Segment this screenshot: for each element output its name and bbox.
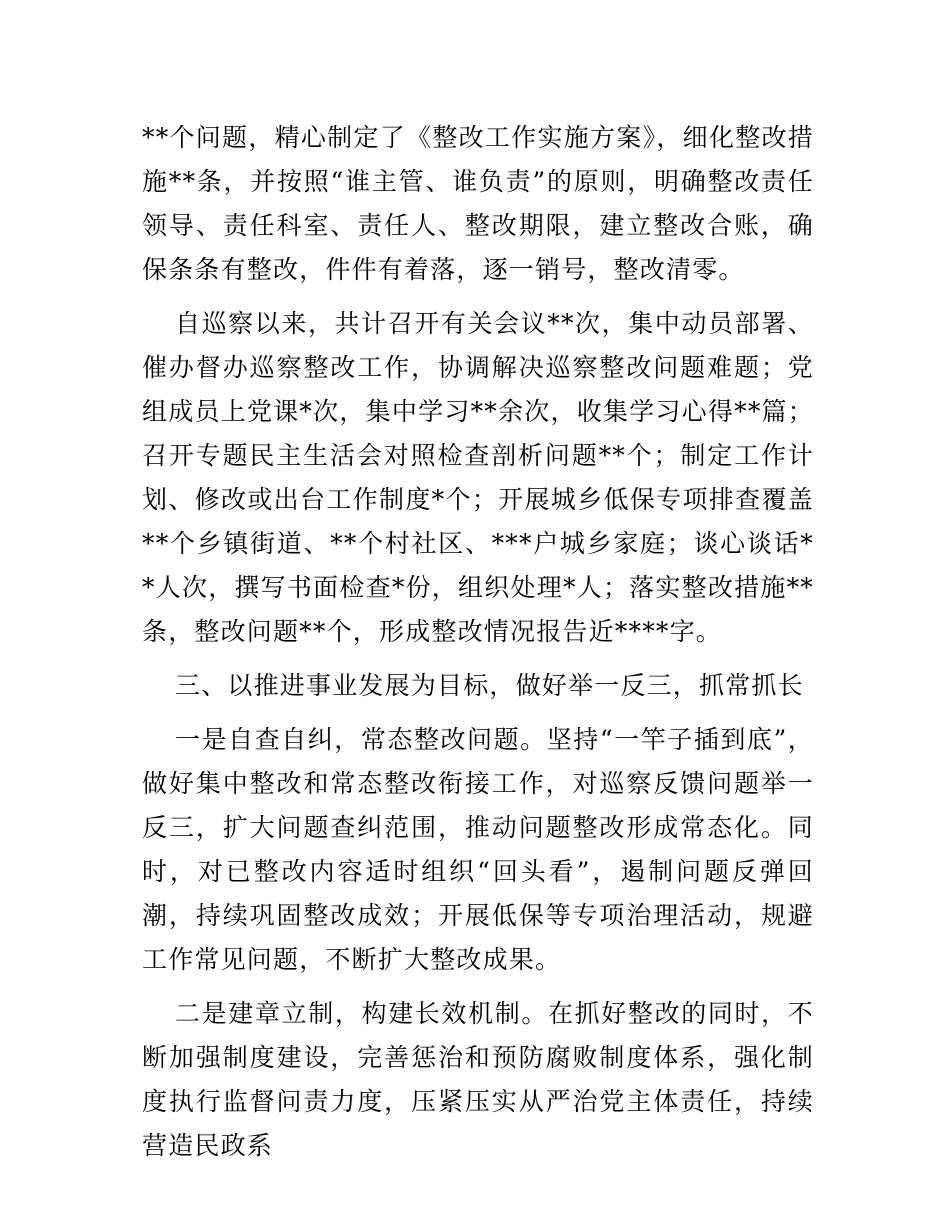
section-heading-three: 三、以推进事业发展为目标，做好举一反三，抓常抓长: [175, 671, 804, 700]
paragraph-self-check: 一是自查自纠，常态整改问题。坚持“一竿子插到底”，做好集中整改和常态整改衔接工作，对巡察反馈问题举一反三，扩大问题查纠范围，推动问题整改形成常态化。同时，对已整改内容适时组织“回头看”，遏制问题反弹回潮，持续巩固整改成效；开展低保等专项治理活动，规避工作常见问题，不断扩大整改成果。: [142, 725, 814, 974]
document-body: [142, 116, 814, 1178]
paragraph-institution-building: 二是建章立制，构建长效机制。在抓好整改的同时，不断加强制度建设，完善惩治和预防腐败制度体系，强化制度执行监督问责力度，压紧压实从严治党主体责任，持续营造民政系: [142, 999, 814, 1160]
paragraph-meeting-summary: 自巡察以来，共计召开有关会议**次，集中动员部署、催办督办巡察整改工作，协调解决巡察整改问题难题；党组成员上党课*次，集中学习**余次，收集学习心得**篇；召开专题民主生活会对照检查剖析问题**个；制定工作计划、修改或出台工作制度*个；开展城乡低保专项排查覆盖**个乡镇街道、**个村社区、***户城乡家庭；谈心谈话**人次，撰写书面检查*份，组织处理*人；落实整改措施**条，整改问题**个，形成整改情况报告近****字。: [142, 309, 814, 646]
paragraph-continued: **个问题，精心制定了《整改工作实施方案》，细化整改措施**条，并按照“谁主管、谁负责”的原则，明确整改责任领导、责任科室、责任人、整改期限，建立整改合账，确保条条有整改，件件有着落，逐一销号，整改清零。: [142, 123, 814, 284]
